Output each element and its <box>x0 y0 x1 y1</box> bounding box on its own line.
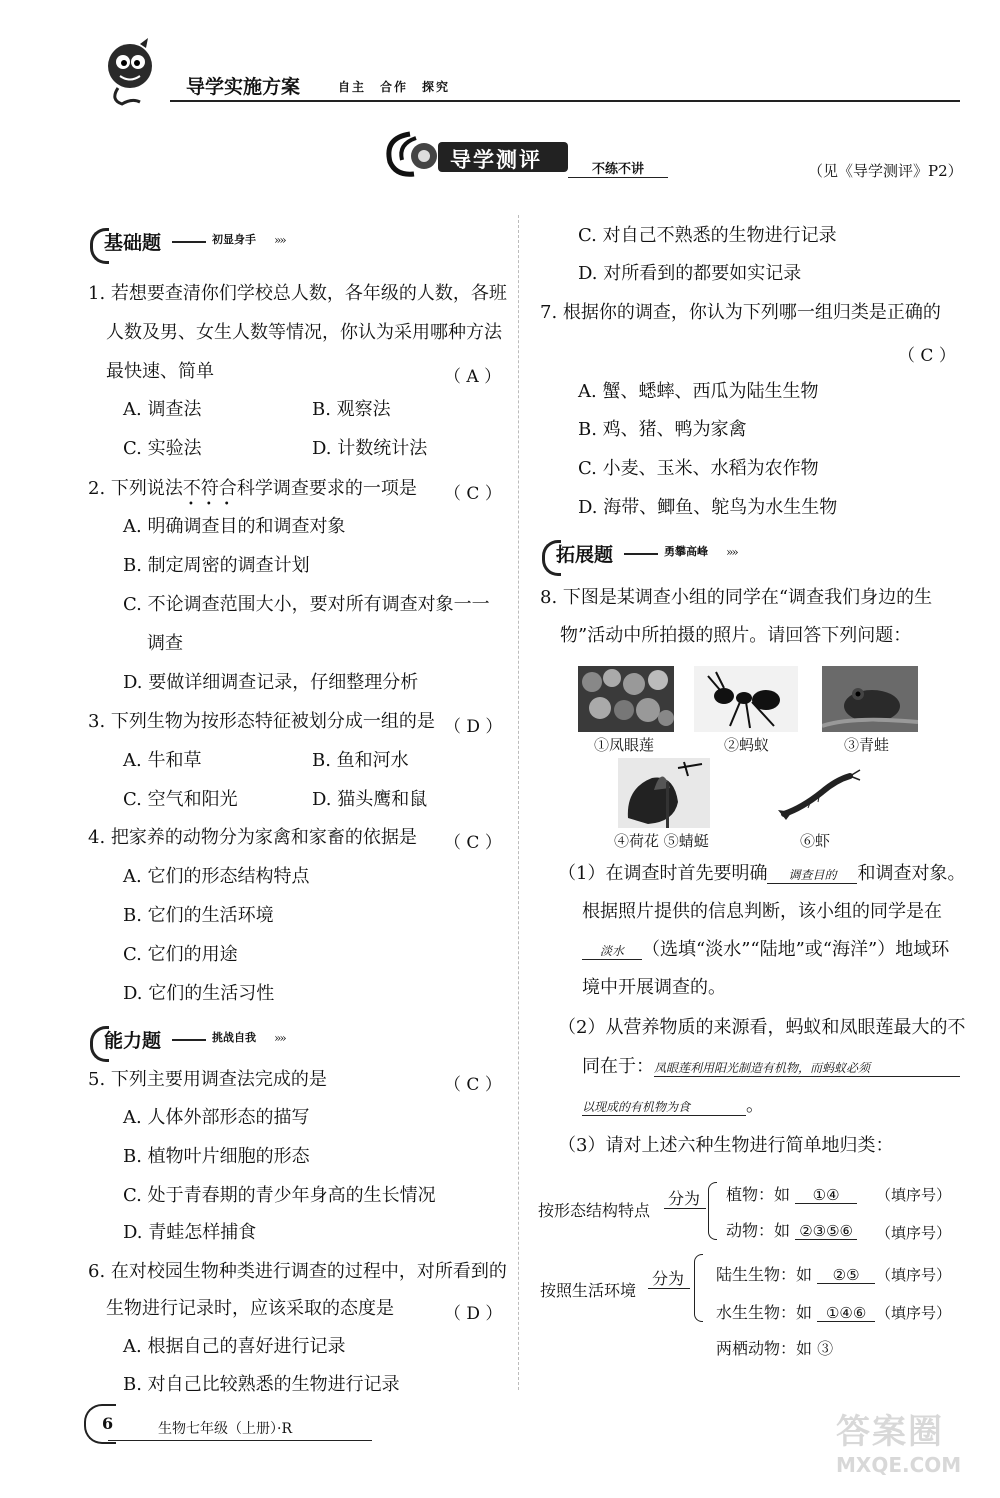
q2-option-c: C. 不论调查范围大小，要对所有调查对象一一 <box>123 594 490 615</box>
fill-purpose: 调查目的 <box>767 867 857 884</box>
banner-rule <box>568 177 668 178</box>
class1-animal: 动物：如 ②③⑤⑥ <box>726 1218 857 1241</box>
header-subtitle: 自主 合作 探究 <box>338 80 451 94</box>
class2-label: 按照生活环境 <box>540 1281 637 1300</box>
q8-p3-line1: （3）请对上述六种生物进行简单地归类： <box>558 1135 894 1156</box>
photo-shrimp <box>772 768 862 824</box>
q8-p2-line1: （2）从营养物质的来源看，蚂蚁和凤眼莲最大的不 <box>558 1017 966 1038</box>
class1-arrow-line <box>664 1208 706 1209</box>
q2-option-b: B. 制定周密的调查计划 <box>123 555 310 576</box>
q1-line1: 1. 若想要查清你们学校总人数，各年级的人数，各班 <box>88 283 507 304</box>
fill-animal: ②③⑤⑥ <box>795 1223 857 1240</box>
class2-brace <box>694 1254 703 1322</box>
q4-option-b: B. 它们的生活环境 <box>123 905 274 926</box>
class2-water: 水生生物：如 ①④⑥ <box>716 1300 875 1323</box>
q8-p1-line2: 根据照片提供的信息判断，该小组的同学是在 <box>582 901 942 922</box>
q7-option-b: B. 鸡、猪、鸭为家禽 <box>578 419 747 440</box>
q1-line2: 人数及男、女生人数等情况，你认为采用哪种方法 <box>106 322 502 343</box>
q7-text: 7. 根据你的调查，你认为下列哪一组归类是正确的 <box>540 302 941 323</box>
q3-text: 3. 下列生物为按形态特征被划分成一组的是 <box>88 711 435 732</box>
q6-line1: 6. 在对校园生物种类进行调查的过程中，对所看到的 <box>88 1261 507 1282</box>
class2-amphibian: 两栖动物：如 ③ <box>716 1339 834 1358</box>
q4-option-d: D. 它们的生活习性 <box>123 983 275 1004</box>
class1-label: 按形态结构特点 <box>538 1201 651 1220</box>
banner-title: 导学测评 <box>450 148 542 172</box>
section-ability: 能力题 挑战自我 »» <box>90 1024 320 1058</box>
q5-option-a: A. 人体外部形态的描写 <box>123 1107 310 1128</box>
class1-plant-hint: （填序号） <box>876 1186 952 1204</box>
q2-option-d: D. 要做详细调查记录，仔细整理分析 <box>123 672 419 693</box>
q3-option-a: A. 牛和草 <box>123 750 202 771</box>
reference-note: （见《导学测评》P2） <box>808 162 963 180</box>
q4-answer: （ C ） <box>444 833 502 853</box>
fill-nutrition-1: 凤眼莲利用阳光制造有机物，而蚂蚁必须 <box>654 1060 960 1077</box>
q8-p2-line3: 以现成的有机物为食 。 <box>582 1095 764 1116</box>
q1-option-b: B. 观察法 <box>312 399 391 420</box>
mascot-logo <box>96 36 166 108</box>
section-extend: 拓展题 勇攀高峰 »» <box>542 538 772 572</box>
photo-frog <box>822 666 918 732</box>
caption-4-5: ④荷花 ⑤蜻蜓 <box>614 832 709 850</box>
fill-freshwater: 淡水 <box>582 943 642 960</box>
q4-option-c: C. 它们的用途 <box>123 944 238 965</box>
q8-line2: 物”活动中所拍摄的照片。请回答下列问题： <box>560 625 912 646</box>
q6-line2: 生物进行记录时，应该采取的态度是 <box>106 1298 394 1319</box>
class1-brace <box>708 1182 717 1240</box>
class1-animal-hint: （填序号） <box>876 1224 952 1242</box>
q8-p1-line1: （1）在调查时首先要明确 调查目的 和调查对象。 <box>558 863 966 884</box>
fill-land: ②⑤ <box>817 1267 875 1284</box>
photo-lotus-dragonfly <box>618 758 710 828</box>
q5-option-b: B. 植物叶片细胞的形态 <box>123 1146 310 1167</box>
class2-land-hint: （填序号） <box>876 1266 952 1284</box>
q5-text: 5. 下列主要用调查法完成的是 <box>88 1069 327 1090</box>
q7-option-c: C. 小麦、玉米、水稻为农作物 <box>578 458 819 479</box>
banner-tag: 不练不讲 <box>592 162 645 177</box>
q2-option-c-cont: 调查 <box>147 633 183 654</box>
q6-option-d: D. 对所看到的都要如实记录 <box>578 263 802 284</box>
class2-split: 分为 <box>652 1269 685 1288</box>
section-basic: 基础题 初显身手 »» <box>90 226 320 260</box>
q1-line3: 最快速、简单 <box>106 361 214 382</box>
q3-option-c: C. 空气和阳光 <box>123 789 238 810</box>
column-divider <box>518 215 519 1390</box>
caption-3: ③青蛙 <box>844 736 890 754</box>
q5-option-d: D. 青蛙怎样捕食 <box>123 1222 257 1243</box>
q8-p1-line4: 境中开展调查的。 <box>582 977 726 998</box>
q1-answer: （ A ） <box>444 367 502 387</box>
caption-1: ①凤眼莲 <box>594 736 655 754</box>
q6-option-c: C. 对自己不熟悉的生物进行记录 <box>578 225 837 246</box>
page-number: 6 <box>102 1414 114 1433</box>
fill-water: ①④⑥ <box>817 1305 875 1322</box>
fill-nutrition-2: 以现成的有机物为食 <box>582 1099 746 1116</box>
q5-answer: （ C ） <box>444 1075 502 1095</box>
q3-option-b: B. 鱼和河水 <box>312 750 409 771</box>
q2-answer: （ C ） <box>444 484 502 504</box>
q8-p2-line2: 同在于：凤眼莲利用阳光制造有机物，而蚂蚁必须 <box>582 1055 960 1079</box>
q3-answer: （ D ） <box>444 717 503 737</box>
emphasis-dots: ••• <box>188 499 242 510</box>
photo-ant <box>694 666 798 732</box>
watermark-logo: 答案圈 MXQE.COM <box>836 1412 962 1477</box>
class2-arrow-line <box>648 1288 690 1289</box>
q6-option-a: A. 根据自己的喜好进行记录 <box>123 1336 346 1357</box>
fill-plant: ①④ <box>795 1187 857 1204</box>
q8-p1-line3: 淡水 （选填“淡水”“陆地”或“海洋”）地域环 <box>582 938 949 962</box>
class2-water-hint: （填序号） <box>876 1304 952 1322</box>
q5-option-c: C. 处于青春期的青少年身高的生长情况 <box>123 1185 436 1206</box>
q7-option-a: A. 蟹、蟋蟀、西瓜为陆生生物 <box>578 381 819 402</box>
header-title: 导学实施方案 <box>186 76 301 98</box>
footer-rule <box>108 1440 372 1441</box>
q1-option-a: A. 调查法 <box>123 399 202 420</box>
q8-line1: 8. 下图是某调查小组的同学在“调查我们身边的生 <box>540 587 933 608</box>
q1-option-c: C. 实验法 <box>123 438 202 459</box>
q2-text: 2. 下列说法不符合科学调查要求的一项是 <box>88 478 417 499</box>
q1-option-d: D. 计数统计法 <box>312 438 428 459</box>
q6-option-b: B. 对自己比较熟悉的生物进行记录 <box>123 1374 400 1395</box>
q6-answer: （ D ） <box>444 1304 503 1324</box>
q7-option-d: D. 海带、鲫鱼、鸵鸟为水生生物 <box>578 497 838 518</box>
footer-book: 生物七年级（上册）·R <box>158 1421 292 1437</box>
q4-option-a: A. 它们的形态结构特点 <box>123 866 310 887</box>
caption-2: ②蚂蚁 <box>724 736 770 754</box>
q2-option-a: A. 明确调查目的和调查对象 <box>123 516 346 537</box>
class1-split: 分为 <box>668 1189 701 1208</box>
q7-answer: （ C ） <box>898 346 956 366</box>
photo-water-hyacinth <box>578 666 674 732</box>
q3-option-d: D. 猫头鹰和鼠 <box>312 789 428 810</box>
q4-text: 4. 把家养的动物分为家禽和家畜的依据是 <box>88 827 417 848</box>
class2-land: 陆生生物：如 ②⑤ <box>716 1262 875 1285</box>
amphibian-answer: ③ <box>817 1339 834 1358</box>
header-rule <box>170 100 960 102</box>
caption-6: ⑥虾 <box>800 832 831 850</box>
class1-plant: 植物：如 ①④ <box>726 1182 857 1205</box>
